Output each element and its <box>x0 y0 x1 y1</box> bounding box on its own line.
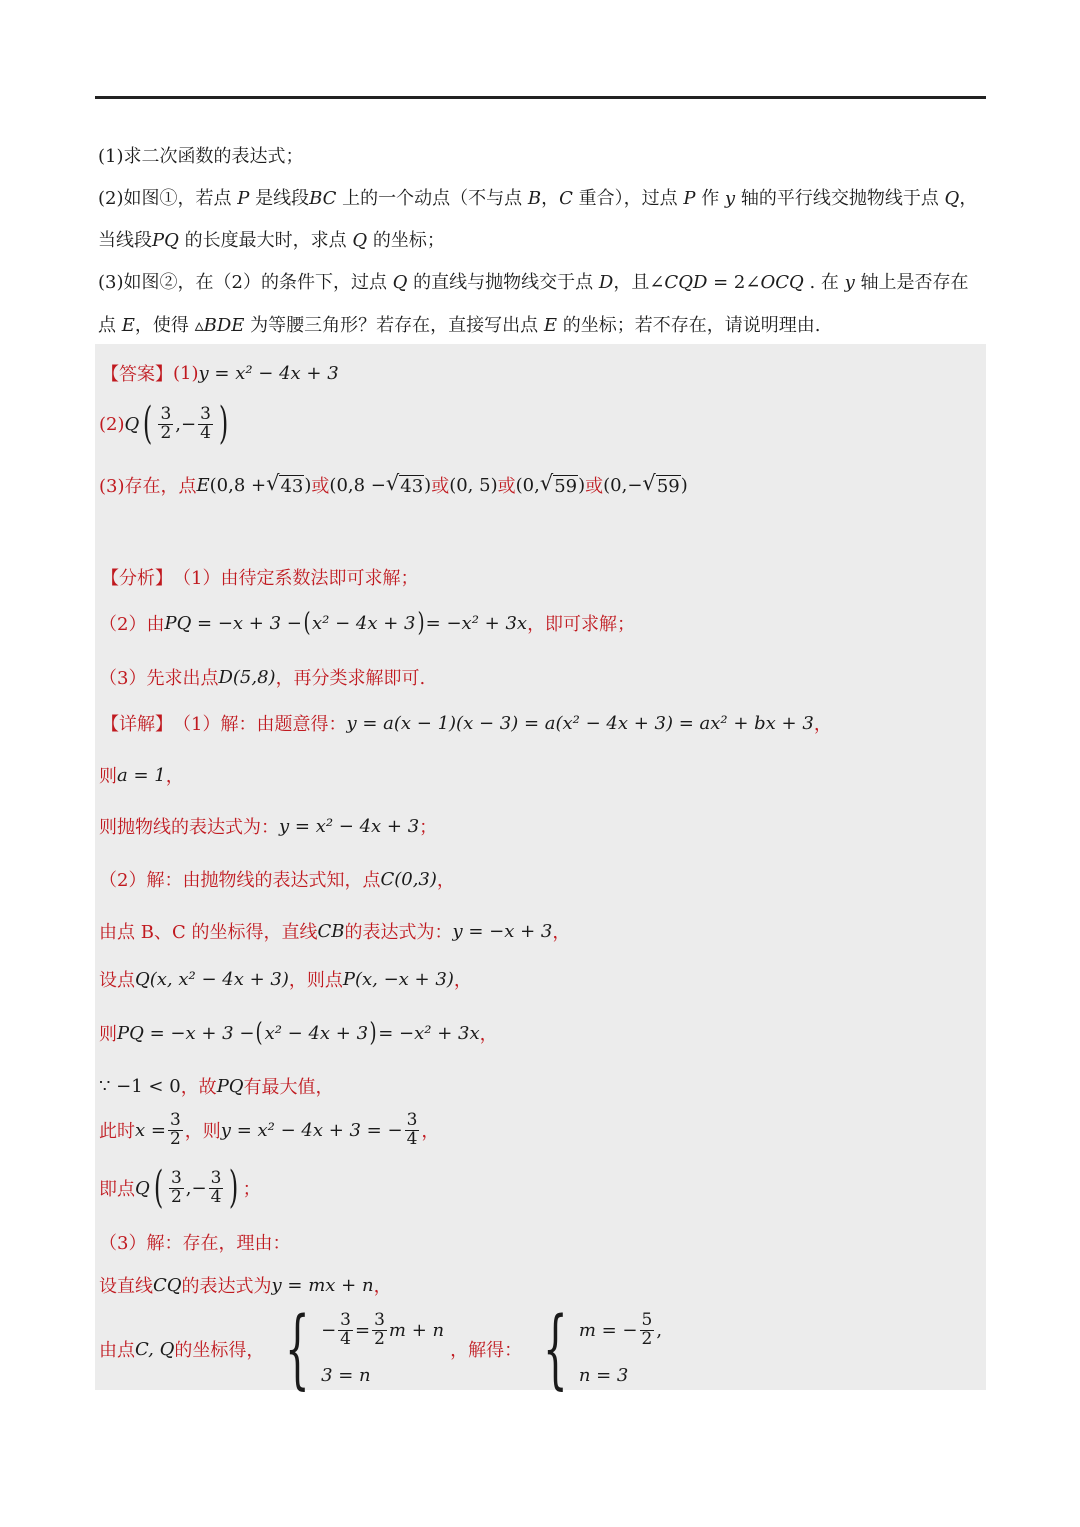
detail-line-1 <box>101 710 832 736</box>
numerator: 3 <box>406 1110 418 1130</box>
text: ， <box>813 714 832 735</box>
expression: m = − <box>578 1319 638 1341</box>
text: 点 <box>98 315 122 336</box>
coord: ) <box>578 474 586 496</box>
denominator: 2 <box>169 1128 181 1149</box>
detail-line-9 <box>99 1112 439 1149</box>
fraction <box>209 1167 224 1207</box>
paren-right: ) <box>369 1018 377 1048</box>
sqrt-arg: 59 <box>656 476 680 497</box>
var-y: y <box>844 272 855 293</box>
text: = 2∠ <box>707 272 761 293</box>
text: （1）解：由题意得： <box>173 714 347 735</box>
system-row-1 <box>579 1312 662 1349</box>
var-Q: Q <box>124 413 140 435</box>
analysis-line-3 <box>99 664 425 690</box>
paren-left: ( <box>255 1018 264 1048</box>
sqrt: √ 59 <box>642 471 680 497</box>
numerator: 3 <box>210 1167 222 1188</box>
expression: x² − 4x + 3 <box>264 1022 369 1044</box>
analysis-label: 【分析】 <box>101 568 173 589</box>
text: ，即可求解； <box>527 614 636 635</box>
text: （1）由待定系数法即可求解； <box>173 568 419 589</box>
comma: ,− <box>175 413 197 435</box>
coord: (0,− <box>603 474 643 496</box>
or: 或 <box>431 476 450 497</box>
coord: (0, <box>515 474 540 496</box>
paren-right: ) <box>229 1162 239 1213</box>
expression: y = x² − 4x + 3 = − <box>220 1119 403 1141</box>
system-row-2: n = 3 <box>578 1365 629 1386</box>
point-D: D(5,8) <box>218 666 276 688</box>
numerator: 3 <box>170 1167 182 1188</box>
text: 的长度最大时，求点 <box>178 230 353 251</box>
text: ，再分类求解即可. <box>275 668 426 689</box>
fraction <box>198 403 213 443</box>
expression: PQ = −x + 3 − <box>164 612 302 634</box>
solution-panel <box>95 344 986 1399</box>
var-D: D <box>598 272 614 293</box>
var-Q: Q <box>135 1177 150 1199</box>
expression: PQ = −x + 3 − <box>117 1022 255 1044</box>
text: (3)如图②，在（2）的条件下，过点 <box>98 272 393 293</box>
var-E: E <box>543 315 558 336</box>
answer-label: 【答案】 <box>101 364 173 385</box>
detail-line-13 <box>99 1299 668 1399</box>
system-row-2: 3 = n <box>321 1365 371 1386</box>
paren-right: ) <box>417 608 425 638</box>
var-P: P <box>237 188 250 209</box>
answer-prefix: (3)存在，点 <box>99 476 197 497</box>
text: 则抛物线的表达式为： <box>99 817 279 838</box>
text: 的坐标； <box>367 230 445 251</box>
detail-line-11 <box>99 1229 290 1255</box>
text: （2）由 <box>99 614 165 635</box>
text: 轴上是否存在 <box>854 272 969 293</box>
denominator: 4 <box>210 1186 222 1207</box>
text: 即点 <box>99 1179 135 1200</box>
denominator: 2 <box>160 422 172 443</box>
minus: − <box>321 1319 337 1341</box>
numerator: 3 <box>374 1310 385 1330</box>
var-Q: Q <box>944 188 960 209</box>
numerator: 3 <box>160 403 172 424</box>
point-Q: Q(x, x² − 4x + 3) <box>135 968 289 990</box>
detail-line-8 <box>99 1073 334 1099</box>
answer-line-3 <box>99 472 688 498</box>
question-part2-line2 <box>98 226 445 252</box>
brace: { <box>285 1299 311 1399</box>
equals: = <box>354 1319 371 1341</box>
detail-line-10 <box>99 1162 261 1213</box>
text: . 在 <box>803 272 845 293</box>
text: (2)如图①，若点 <box>98 188 238 209</box>
text: ； <box>419 817 438 838</box>
question-part3-line2 <box>98 311 821 337</box>
var-PQ: PQ <box>216 1075 244 1097</box>
coord: ) <box>424 474 432 496</box>
text: ， <box>552 922 571 943</box>
text: 有最大值， <box>243 1077 334 1098</box>
text: ，且∠ <box>613 272 665 293</box>
top-rule <box>95 96 986 99</box>
question-part3-line1 <box>98 268 969 294</box>
text: 上的一个动点（不与点 <box>336 188 528 209</box>
expression: C(0,3) <box>380 868 437 890</box>
text: ，使得 <box>134 315 195 336</box>
system-row-1 <box>321 1312 444 1349</box>
detail-line-3 <box>99 813 437 839</box>
coord: (0, 5) <box>449 474 498 496</box>
answer-prefix: (2) <box>99 413 125 435</box>
var-B: B <box>527 188 542 209</box>
text: ； <box>242 1179 261 1200</box>
var-y: y <box>724 188 736 209</box>
coord: (0,8 − <box>329 474 386 496</box>
detail-line-5 <box>99 918 570 944</box>
text: 作 <box>695 188 725 209</box>
text: 的坐标得， <box>174 1340 265 1361</box>
var-CQD: CQD <box>664 272 708 293</box>
text: （2）解：由抛物线的表达式知，点 <box>99 870 381 891</box>
answer-line-1 <box>101 360 339 386</box>
paren-left: ( <box>153 1162 164 1213</box>
denominator: 2 <box>641 1328 653 1349</box>
text: ， <box>165 766 184 787</box>
denominator: 2 <box>170 1186 182 1207</box>
sqrt: √ 43 <box>385 471 424 497</box>
text: ， <box>421 1121 440 1143</box>
question-part2-line1 <box>98 184 977 210</box>
sqrt: √ 59 <box>539 471 578 497</box>
comma: ,− <box>185 1177 207 1199</box>
text: ， <box>541 188 560 209</box>
solution-system <box>528 1299 663 1399</box>
expression: m + n <box>388 1319 445 1341</box>
expression: ∵ −1 < 0 <box>99 1075 181 1097</box>
or: 或 <box>585 476 604 497</box>
expression: = −x² + 3x <box>378 1022 480 1044</box>
text: 当线段 <box>98 230 152 251</box>
expression: y = x² − 4x + 3 <box>279 815 420 837</box>
text: 的直线与抛物线交于点 <box>407 272 599 293</box>
paren-left: ( <box>143 398 153 449</box>
fraction <box>372 1312 387 1349</box>
var-triangle-BDE: ▵BDE <box>194 315 245 336</box>
detail-line-2 <box>99 762 184 788</box>
text: 则 <box>99 1024 117 1045</box>
point-P: P(x, −x + 3) <box>342 968 454 990</box>
or: 或 <box>311 476 330 497</box>
paren-right: ) <box>218 398 229 449</box>
numerator: 3 <box>340 1310 351 1330</box>
fraction <box>169 1167 184 1207</box>
text: 由点 <box>99 1340 135 1361</box>
fraction <box>158 403 173 443</box>
text: 设直线 <box>99 1276 153 1297</box>
expression: = −x² + 3x <box>425 612 528 634</box>
expression: x = <box>135 1119 166 1141</box>
numerator: 3 <box>169 1110 181 1130</box>
text: 的坐标；若不存在，请说明理由. <box>557 315 821 336</box>
expression: y = a(x − 1)(x − 3) = a(x² − 4x + 3) = ax² + bx + 3 <box>346 712 814 734</box>
text: ， <box>479 1024 498 1045</box>
text: ， <box>373 1276 392 1297</box>
var-E: E <box>121 315 135 336</box>
var-CB: CB <box>317 920 345 942</box>
text: ， <box>959 188 978 209</box>
denominator: 4 <box>340 1328 351 1349</box>
var-CQ: C, Q <box>135 1338 175 1360</box>
system-rows <box>321 1312 444 1386</box>
text: 是线段 <box>249 188 310 209</box>
sqrt-arg: 59 <box>554 476 578 497</box>
text: 此时 <box>99 1121 135 1143</box>
text: 的表达式为： <box>344 922 453 943</box>
text: ，故 <box>180 1077 217 1098</box>
question-part1 <box>98 142 304 168</box>
detail-label: 【详解】 <box>101 714 173 735</box>
text: （3）先求出点 <box>99 668 219 689</box>
text: 则 <box>99 766 117 787</box>
question-part1-text: (1)求二次函数的表达式； <box>98 146 304 167</box>
text: 轴的平行线交抛物线于点 <box>735 188 945 209</box>
numerator: 3 <box>200 403 211 424</box>
text: 为等腰三角形？若存在，直接写出点 <box>244 315 544 336</box>
detail-line-12 <box>99 1272 392 1298</box>
var-P: P <box>683 188 696 209</box>
brace: { <box>543 1299 568 1399</box>
var-Q: Q <box>352 230 368 251</box>
var-E: E <box>196 474 210 496</box>
denominator: 4 <box>200 422 211 443</box>
text: （3）解：存在，理由： <box>99 1233 291 1254</box>
sqrt-arg: 43 <box>280 476 304 497</box>
detail-line-6 <box>99 966 472 992</box>
system-rows <box>579 1312 662 1386</box>
answer-line-2 <box>99 398 232 449</box>
coord: ) <box>680 474 688 496</box>
text: ，则点 <box>288 970 343 991</box>
detail-line-4 <box>99 866 455 892</box>
or: 或 <box>497 476 516 497</box>
text: 由点 B、C 的坐标得，直线 <box>99 922 318 943</box>
text: 重合），过点 <box>572 188 684 209</box>
denominator: 4 <box>406 1128 418 1149</box>
detail-line-7 <box>99 1020 498 1046</box>
text: 的表达式为 <box>181 1276 272 1297</box>
expression: y = −x + 3 <box>452 920 553 942</box>
var-C: C <box>559 188 573 209</box>
var-OCQ: OCQ <box>760 272 804 293</box>
var-PQ: PQ <box>152 230 179 251</box>
denominator: 2 <box>374 1328 385 1349</box>
numerator: 5 <box>641 1310 653 1330</box>
var-BC: BC <box>309 188 337 209</box>
sqrt: √ 43 <box>266 471 304 497</box>
text: 设点 <box>99 970 135 991</box>
sqrt-arg: 43 <box>400 476 424 497</box>
answer-prefix: (1) <box>173 362 199 384</box>
analysis-line-2 <box>99 610 635 636</box>
text: ， <box>436 870 455 891</box>
var-Q: Q <box>392 272 408 293</box>
expression: x² − 4x + 3 <box>312 612 416 634</box>
expression: y = mx + n <box>271 1274 374 1296</box>
fraction <box>405 1112 420 1149</box>
analysis-line-1 <box>101 564 418 590</box>
text: ， <box>453 970 472 991</box>
coord: (0,8 + <box>209 474 267 496</box>
comma: , <box>656 1319 663 1341</box>
fraction <box>338 1312 353 1349</box>
fraction <box>168 1112 183 1149</box>
text: ，解得： <box>450 1340 523 1361</box>
equation-system <box>270 1299 445 1399</box>
paren-left: ( <box>303 608 311 638</box>
answer-1-expression: y = x² − 4x + 3 <box>198 362 339 384</box>
var-CQ: CQ <box>153 1274 182 1296</box>
coord: ) <box>304 474 312 496</box>
expression: a = 1 <box>117 764 166 786</box>
fraction <box>640 1312 655 1349</box>
text: ，则 <box>184 1121 221 1143</box>
